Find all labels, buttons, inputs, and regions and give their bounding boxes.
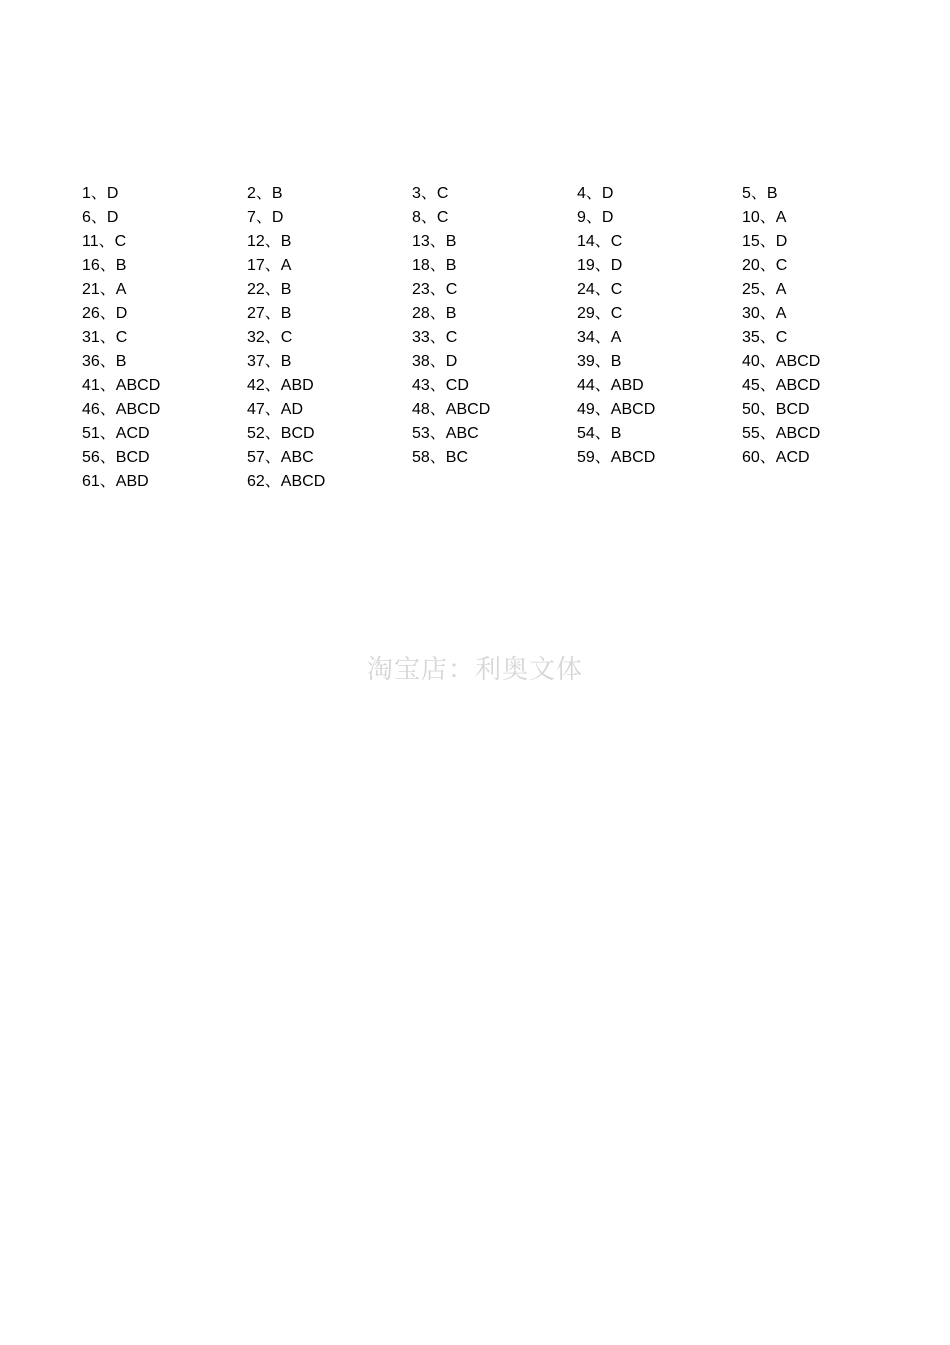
answer-item: 56、BCD bbox=[82, 449, 150, 466]
answer-item: 27、B bbox=[247, 305, 292, 322]
answer-item: 1、D bbox=[82, 185, 119, 202]
answer-item: 34、A bbox=[577, 329, 622, 346]
answer-item: 40、ABCD bbox=[742, 353, 821, 370]
answer-item: 31、C bbox=[82, 329, 128, 346]
watermark: 淘宝店：利奥文体 bbox=[366, 655, 583, 685]
answer-item: 41、ABCD bbox=[82, 377, 161, 394]
answer-item: 7、D bbox=[247, 209, 284, 226]
answer-item: 17、A bbox=[247, 257, 292, 274]
answer-item: 8、C bbox=[412, 209, 449, 226]
answer-item: 43、CD bbox=[412, 377, 469, 394]
answer-item: 25、A bbox=[742, 281, 787, 298]
answer-item: 28、B bbox=[412, 305, 457, 322]
answer-item: 42、ABD bbox=[247, 377, 314, 394]
answer-item: 9、D bbox=[577, 209, 614, 226]
answer-key-grid bbox=[82, 182, 907, 494]
answer-item: 54、B bbox=[577, 425, 622, 442]
answer-item: 60、ACD bbox=[742, 449, 810, 466]
answer-item: 51、ACD bbox=[82, 425, 150, 442]
answer-item: 29、C bbox=[577, 305, 623, 322]
answer-item: 18、B bbox=[412, 257, 457, 274]
answer-item: 37、B bbox=[247, 353, 292, 370]
answer-item: 46、ABCD bbox=[82, 401, 161, 418]
answer-item: 44、ABD bbox=[577, 377, 644, 394]
answer-item: 48、ABCD bbox=[412, 401, 491, 418]
answer-item: 19、D bbox=[577, 257, 623, 274]
answer-item: 16、B bbox=[82, 257, 127, 274]
answer-item: 24、C bbox=[577, 281, 623, 298]
answer-item: 2、B bbox=[247, 185, 283, 202]
answer-item: 50、BCD bbox=[742, 401, 810, 418]
answer-item: 59、ABCD bbox=[577, 449, 656, 466]
answer-item: 20、C bbox=[742, 257, 788, 274]
answer-item: 55、ABCD bbox=[742, 425, 821, 442]
answer-item: 11、C bbox=[82, 233, 127, 250]
answer-item: 10、A bbox=[742, 209, 787, 226]
answer-item: 36、B bbox=[82, 353, 127, 370]
answer-item: 38、D bbox=[412, 353, 458, 370]
answer-item: 32、C bbox=[247, 329, 293, 346]
answer-item: 58、BC bbox=[412, 449, 469, 466]
answer-item: 45、ABCD bbox=[742, 377, 821, 394]
answer-item: 21、A bbox=[82, 281, 127, 298]
answer-item: 15、D bbox=[742, 233, 788, 250]
answer-item: 33、C bbox=[412, 329, 458, 346]
answer-item: 3、C bbox=[412, 185, 449, 202]
answer-item: 13、B bbox=[412, 233, 457, 250]
answer-item: 6、D bbox=[82, 209, 119, 226]
answer-item: 12、B bbox=[247, 233, 292, 250]
answer-item: 35、C bbox=[742, 329, 788, 346]
answer-item: 57、ABC bbox=[247, 449, 314, 466]
answer-item: 39、B bbox=[577, 353, 622, 370]
answer-item: 22、B bbox=[247, 281, 292, 298]
answer-item: 52、BCD bbox=[247, 425, 315, 442]
answer-item: 49、ABCD bbox=[577, 401, 656, 418]
answer-item: 23、C bbox=[412, 281, 458, 298]
answer-item: 5、B bbox=[742, 185, 778, 202]
answer-item: 26、D bbox=[82, 305, 128, 322]
answer-item: 14、C bbox=[577, 233, 623, 250]
answer-item: 62、ABCD bbox=[247, 473, 326, 490]
answer-item: 53、ABC bbox=[412, 425, 479, 442]
answer-item: 47、AD bbox=[247, 401, 304, 418]
answer-item: 4、D bbox=[577, 185, 614, 202]
answer-item: 61、ABD bbox=[82, 473, 149, 490]
answer-item: 30、A bbox=[742, 305, 787, 322]
